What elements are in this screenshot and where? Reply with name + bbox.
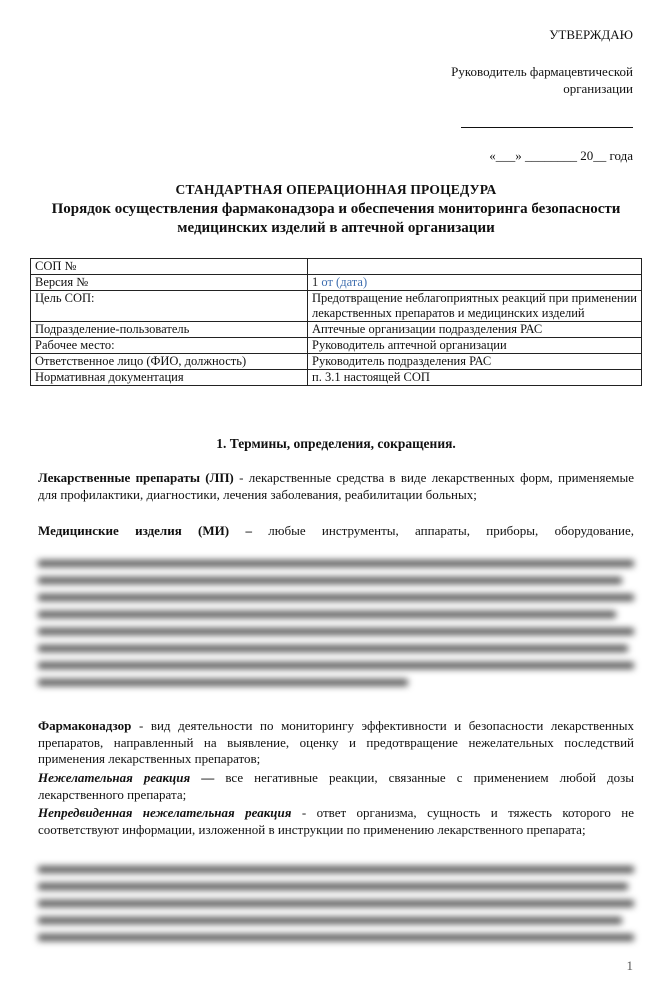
term-separator: – [229,523,269,538]
term-name: Фармаконадзор [38,718,132,733]
table-value [308,275,642,291]
term-separator: - [233,470,249,485]
table-value: Предотвращение неблагоприятных реакций при применении лекарственных препаратов и медицинских изделий [308,291,642,322]
term-definition: любые инструменты, аппараты, приборы, оборудование, [268,523,635,538]
term-name: Медицинские изделия (МИ) [38,523,230,538]
table-row [31,322,642,338]
table-value: Руководитель аптечной организации [308,338,642,354]
table-row [31,275,642,291]
sop-info-table [30,258,642,386]
term-definition: вид деятельности по мониторингу эффективности и безопасности лекарственных препаратов, направленный на выявление, оценку и предотвращение нежелательных последствий применения лекарственных препаратов; [38,718,634,766]
table-key: Версия № [31,275,308,291]
term-name: Непредвиденная нежелательная реакция [38,805,292,820]
term-separator: — [190,770,226,785]
term-separator: - [291,805,317,820]
table-value [308,259,642,275]
blurred-text-block [38,560,634,696]
term-paragraph [38,770,634,803]
approval-title: УТВЕРЖДАЮ [549,27,633,42]
document-title: СТАНДАРТНАЯ ОПЕРАЦИОННАЯ ПРОЦЕДУРА [175,182,497,197]
table-key: Нормативная документация [31,370,308,386]
table-row [31,338,642,354]
table-value: п. 3.1 настоящей СОП [308,370,642,386]
blurred-text-block [38,866,634,951]
table-row [31,354,642,370]
term-paragraph [38,718,634,768]
version-number: 1 [312,275,319,289]
table-key: Рабочее место: [31,338,308,354]
term-definition: ответ организма, сущность и тяжесть которого не соответствуют информации, изложенной в инструкции по применению лекарственного препарата; [38,805,634,837]
term-definition: все негативные реакции, связанные с применением любой дозы лекарственного препарата; [38,770,634,802]
table-key: Цель СОП: [31,291,308,322]
table-row [31,291,642,322]
section-heading: 1. Термины, определения, сокращения. [216,436,456,451]
approval-date-line: «___» ________ 20__ года [489,148,633,163]
document-subtitle: Порядок осуществления фармаконадзора и обеспечения мониторинга безопасности медицинских изделий в аптечной организации [51,201,621,236]
table-row [31,259,642,275]
table-key: СОП № [31,259,308,275]
approval-role: Руководитель фармацевтической организации [451,64,633,96]
term-paragraph [38,470,634,503]
term-name: Лекарственные препараты (ЛП) [38,470,234,485]
term-name: Нежелательная реакция [38,770,191,785]
term-definition: лекарственные средства в виде лекарственных форм, применяемые для профилактики, диагностики, лечения заболевания, реабилитации больных; [38,470,634,502]
table-key: Ответственное лицо (ФИО, должность) [31,354,308,370]
term-paragraph [38,805,634,838]
signature-line [461,127,633,128]
table-row [31,370,642,386]
table-value: Аптечные организации подразделения РАС [308,322,642,338]
term-paragraph [38,523,634,540]
version-date-placeholder: от (дата) [318,275,368,289]
table-key: Подразделение-пользователь [31,322,308,338]
term-separator: - [131,718,151,733]
page-number: 1 [626,958,633,973]
table-value: Руководитель подразделения РАС [308,354,642,370]
